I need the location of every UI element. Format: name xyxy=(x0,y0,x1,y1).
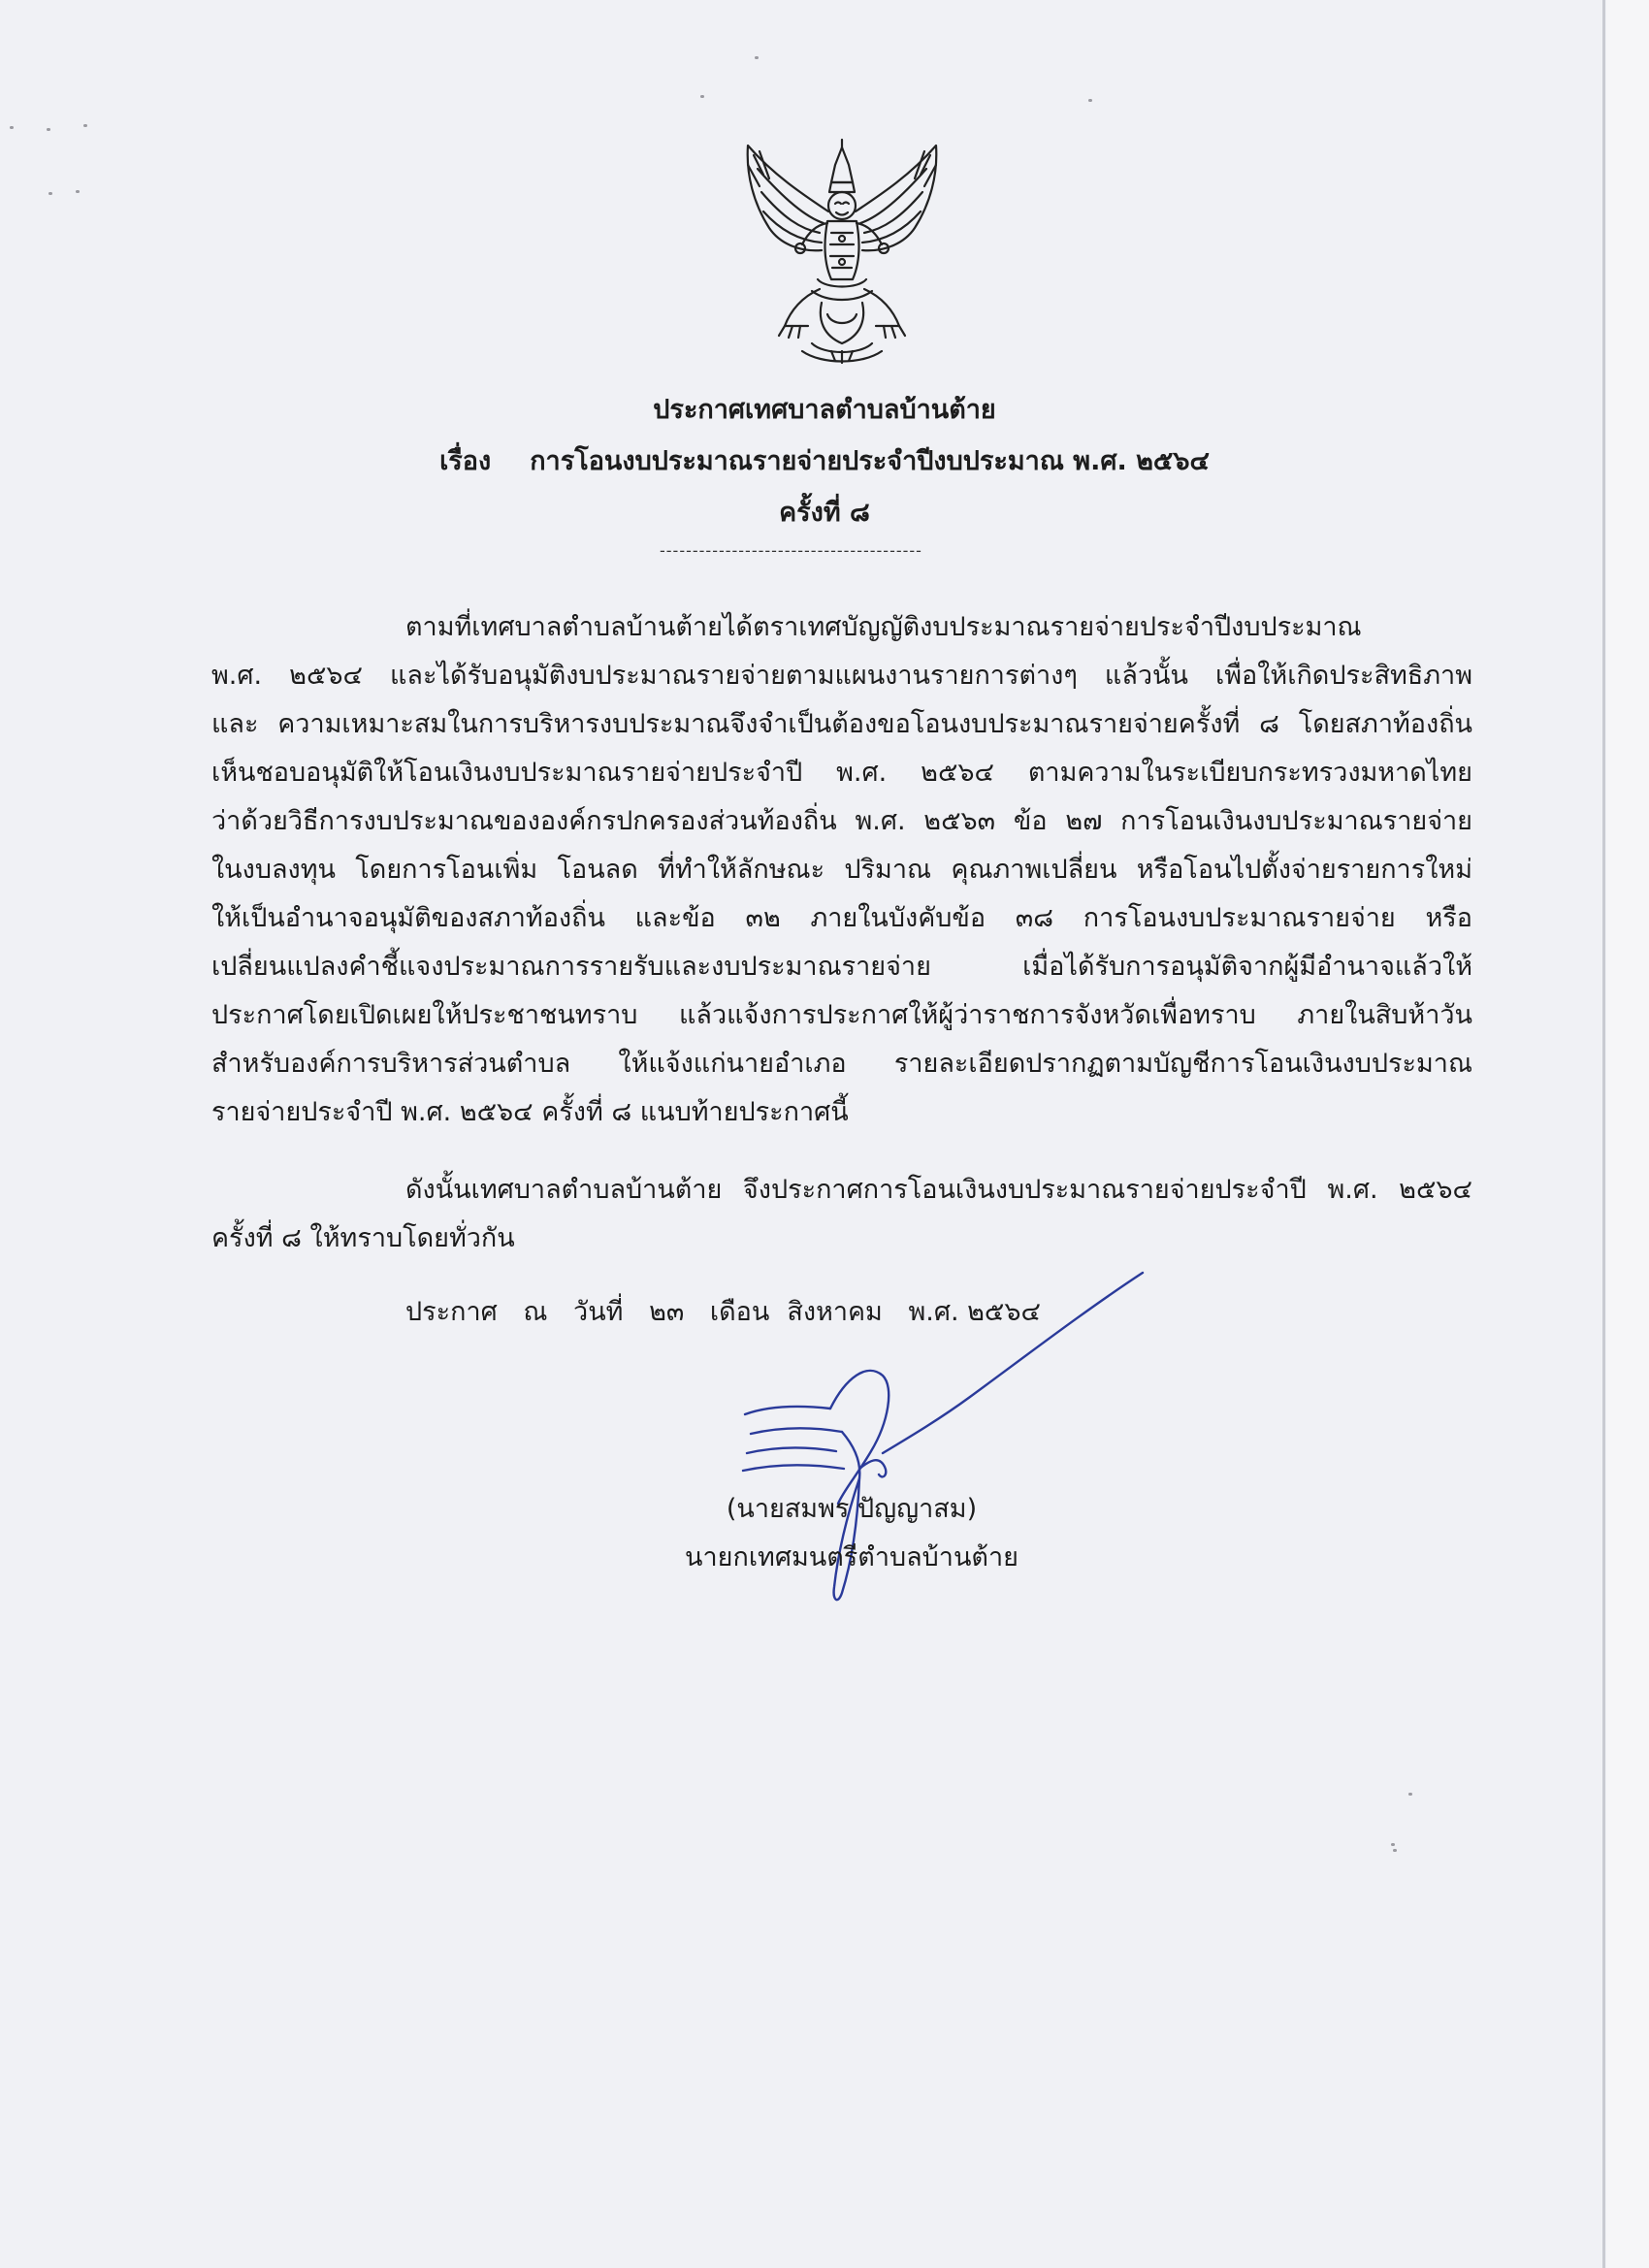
dateline-month: สิงหาคม xyxy=(787,1297,883,1327)
scan-speck xyxy=(755,56,759,59)
signer-name: (นายสมพร ปัญญาสม) xyxy=(726,1494,978,1524)
scan-speck xyxy=(10,126,14,129)
paragraph-line: เปลี่ยนแปลงคำชี้แจงประมาณการรายรับและงบประมาณรายจ่าย เมื่อได้รับการอนุมัติจากผู้มีอำนาจแล้วให้ xyxy=(211,952,1472,982)
paragraph-line: ว่าด้วยวิธีการงบประมาณขององค์กรปกครองส่วนท้องถิ่น พ.ศ. ๒๕๖๓ ข้อ ๒๗ การโอนเงินงบประมาณรายจ่าย xyxy=(211,806,1472,836)
paragraph-line: รายจ่ายประจำปี พ.ศ. ๒๕๖๔ ครั้งที่ ๘ แนบท้ายประกาศนี้ xyxy=(211,1097,849,1127)
paragraph-line: ให้เป็นอำนาจอนุมัติของสภาท้องถิ่น และข้อ ๓๒ ภายในบังคับข้อ ๓๘ การโอนงบประมาณรายจ่าย หรือ xyxy=(211,903,1472,933)
scan-speck xyxy=(83,124,87,127)
paragraph-line: ประกาศโดยเปิดเผยให้ประชาชนทราบ แล้วแจ้งการประกาศให้ผู้ว่าราชการจังหวัดเพื่อทราบ ภายในสิบห้าวัน xyxy=(211,1000,1472,1030)
subject-text: การโอนงบประมาณรายจ่ายประจำปีงบประมาณ พ.ศ. ๒๕๖๔ xyxy=(530,446,1210,476)
paragraph-line: และ ความเหมาะสมในการบริหารงบประมาณจึงจำเป็นต้องขอโอนงบประมาณรายจ่ายครั้งที่ ๘ โดยสภาท้องถิ่น xyxy=(211,709,1472,739)
paragraph-line: สำหรับองค์การบริหารส่วนตำบล ให้แจ้งแก่นายอำเภอ รายละเอียดปรากฏตามบัญชีการโอนเงินงบประมาณ xyxy=(211,1049,1472,1079)
announcement-round: ครั้งที่ ๘ xyxy=(779,498,870,528)
scan-speck xyxy=(48,192,52,195)
scan-speck xyxy=(1408,1793,1412,1796)
paragraph-line: ตามที่เทศบาลตำบลบ้านต้ายได้ตราเทศบัญญัติงบประมาณรายจ่ายประจำปีงบประมาณ xyxy=(405,612,1362,642)
paragraph-line: ดังนั้นเทศบาลตำบลบ้านต้าย จึงประกาศการโอนเงินงบประมาณรายจ่ายประจำปี พ.ศ. ๒๕๖๔ xyxy=(405,1175,1472,1205)
announcement-title: ประกาศเทศบาลตำบลบ้านต้าย xyxy=(653,395,996,425)
scan-speck xyxy=(47,128,50,131)
scan-speck xyxy=(1393,1849,1397,1852)
scan-speck xyxy=(1391,1843,1395,1846)
subject-label: เรื่อง xyxy=(439,446,492,476)
header-separator: ---------------------------------------- xyxy=(660,541,922,560)
scan-speck xyxy=(700,95,704,98)
dateline-month-label: เดือน xyxy=(709,1297,770,1327)
scan-speck xyxy=(1088,99,1092,102)
paragraph-line: ในงบลงทุน โดยการโอนเพิ่ม โอนลด ที่ทำให้ลักษณะ ปริมาณ คุณภาพเปลี่ยน หรือโอนไปตั้งจ่ายรายการใหม่ xyxy=(211,855,1472,885)
paragraph-line: เห็นชอบอนุมัติให้โอนเงินงบประมาณรายจ่ายประจำปี พ.ศ. ๒๕๖๔ ตามความในระเบียบกระทรวงมหาดไทย xyxy=(211,758,1472,788)
scan-speck xyxy=(76,190,80,193)
announcement-subject xyxy=(0,439,1649,481)
dateline-day: ๒๓ xyxy=(649,1297,685,1327)
garuda-emblem-icon xyxy=(734,136,950,369)
scan-margin xyxy=(1606,0,1649,2268)
signer-position: นายกเทศมนตรีตำบลบ้านต้าย xyxy=(685,1542,1018,1572)
paragraph-line: พ.ศ. ๒๕๖๔ และได้รับอนุมัติงบประมาณรายจ่ายตามแผนงานรายการต่างๆ แล้วนั้น เพื่อให้เกิดประสิทธิภาพ xyxy=(211,661,1472,691)
dateline-label: ประกาศ xyxy=(405,1297,498,1327)
dateline-day-label: วันที่ xyxy=(573,1297,624,1327)
dateline-year: พ.ศ. ๒๕๖๔ xyxy=(908,1297,1041,1327)
scan-edge xyxy=(1602,0,1605,2268)
dateline-at: ณ xyxy=(523,1297,548,1327)
paragraph-line: ครั้งที่ ๘ ให้ทราบโดยทั่วกัน xyxy=(211,1223,515,1253)
